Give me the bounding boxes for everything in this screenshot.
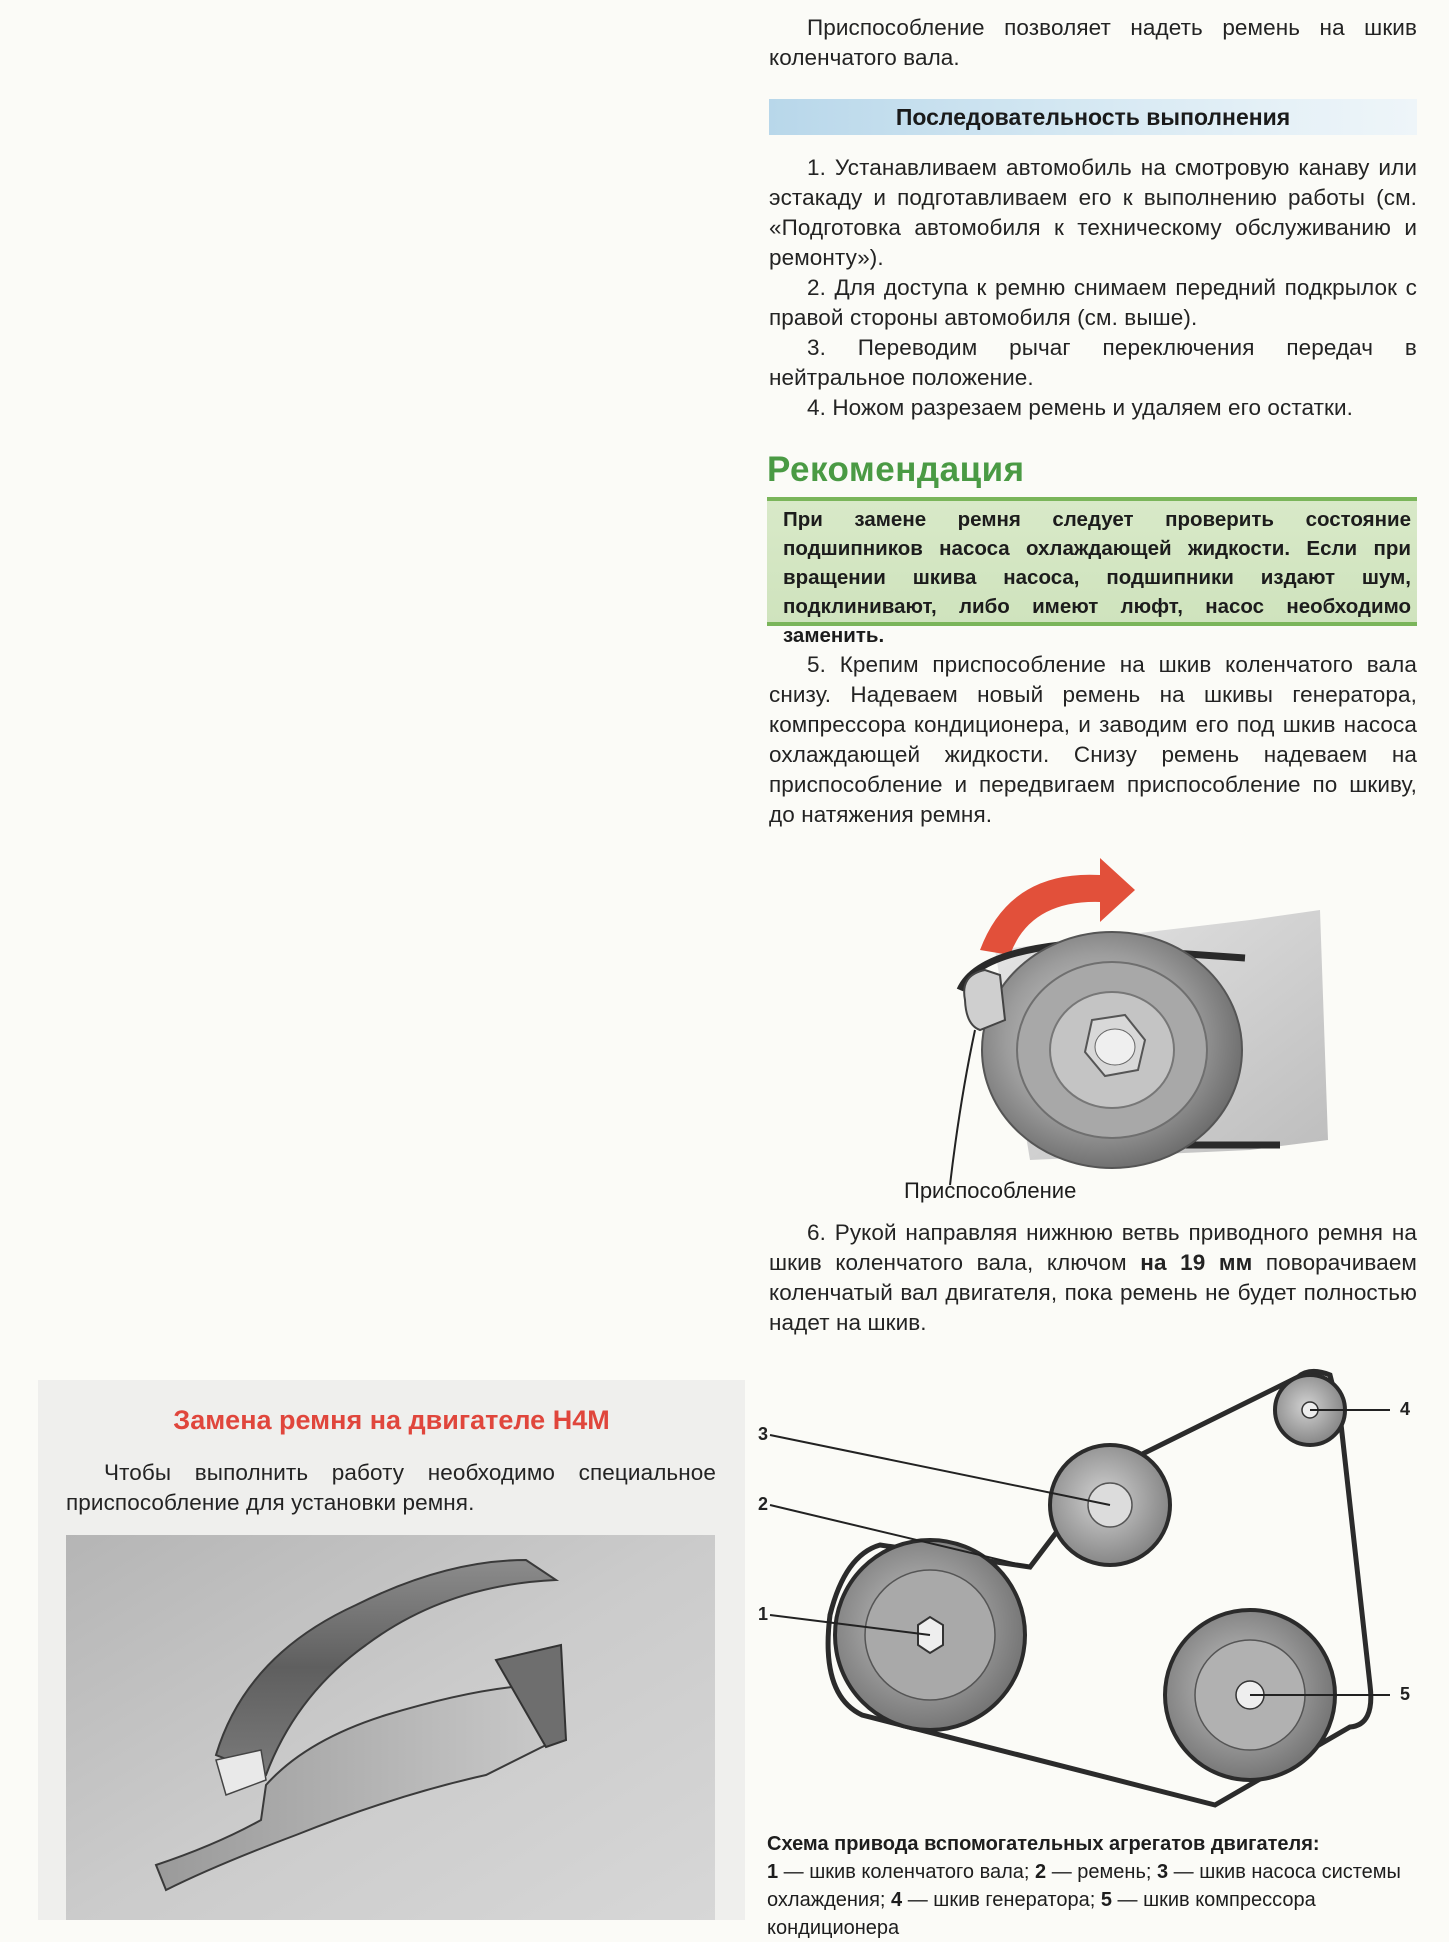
diagram-caption: [767, 1830, 1417, 1942]
tool-photo: [66, 1535, 715, 1920]
step-6: [769, 1218, 1417, 1338]
h4m-title: Замена ремня на двигателе H4M: [173, 1405, 610, 1435]
belt-tool: [964, 970, 1005, 1030]
diagram-label-1: 1: [758, 1604, 769, 1624]
caption-item-3: 3 — шкив насоса системы охлаждения;: [767, 1861, 1401, 1911]
step-6-text-a: 6. Рукой направляя нижнюю ветвь приводного ремня на шкив коленчатого вала, ключом: [769, 1220, 1417, 1275]
caption-item-5: 5 — шкив компрессора кондиционера: [767, 1889, 1316, 1939]
recommendation-box: [767, 497, 1417, 647]
intro-paragraph: Приспособление позволяет надеть ремень на шкив коленчатого вала.: [769, 15, 1417, 70]
diagram-label-4: 4: [1400, 1399, 1411, 1419]
pulley-tool-figure: [900, 840, 1430, 1220]
step-3: 3. Переводим рычаг переключения передач в нейтральное положение.: [769, 335, 1417, 390]
tool-label: Приспособление: [904, 1178, 1077, 1203]
sequence-heading-label: Последовательность выполнения: [895, 103, 1291, 130]
diagram-label-2: 2: [758, 1494, 769, 1514]
caption-title: Схема привода вспомогательных агрегатов двигателя:: [767, 1833, 1320, 1855]
sequence-heading: [769, 99, 1417, 135]
caption-item-2: 2 — ремень;: [1035, 1861, 1152, 1883]
recommendation-title: Рекомендация: [767, 450, 1025, 489]
diagram-label-5: 5: [1400, 1684, 1411, 1704]
belt-drive-diagram: [750, 1355, 1449, 1825]
h4m-text: Чтобы выполнить работу необходимо специальное приспособление для установки ремня.: [66, 1460, 716, 1515]
step-2: 2. Для доступа к ремню снимаем передний подкрылок с правой стороны автомобиля (см. выше).: [769, 275, 1417, 330]
step-6-text-b: поворачиваем коленчатый вал двигателя, пока ремень не будет полностью надет на шкив.: [769, 1250, 1417, 1335]
recommendation-text: При замене ремня следует проверить состояние подшипников насоса охлаждающей жидкости. Если при вращении шкива насоса, подшипники издают шум, подклинивают, либо имеют люфт, насос необходимо заменить.: [783, 508, 1411, 647]
steps-list: [769, 153, 1417, 423]
step-6-bold: на 19 мм: [1140, 1250, 1253, 1275]
diagram-label-3: 3: [758, 1424, 769, 1444]
step-5: 5. Крепим приспособление на шкив коленчатого вала снизу. Надеваем новый ремень на шкивы генератора, компрессора кондиционера, и заводим его под шкив насоса охлаждающей жидкости. Снизу ремень надеваем на приспособление и передвигаем приспособление по шкиву, до натяжения ремня.: [769, 652, 1417, 827]
caption-item-4: 4 — шкив генератора;: [891, 1889, 1096, 1911]
step-1: 1. Устанавливаем автомобиль на смотровую канаву или эстакаду и подготавливаем его к выполнению работы (см. «Подготовка автомобиля к техническому обслуживанию и ремонту»).: [769, 155, 1417, 270]
step-4: 4. Ножом разрезаем ремень и удаляем его остатки.: [807, 395, 1354, 420]
tool-leader-line: [950, 1030, 975, 1185]
caption-item-1: 1 — шкив коленчатого вала;: [767, 1861, 1030, 1883]
